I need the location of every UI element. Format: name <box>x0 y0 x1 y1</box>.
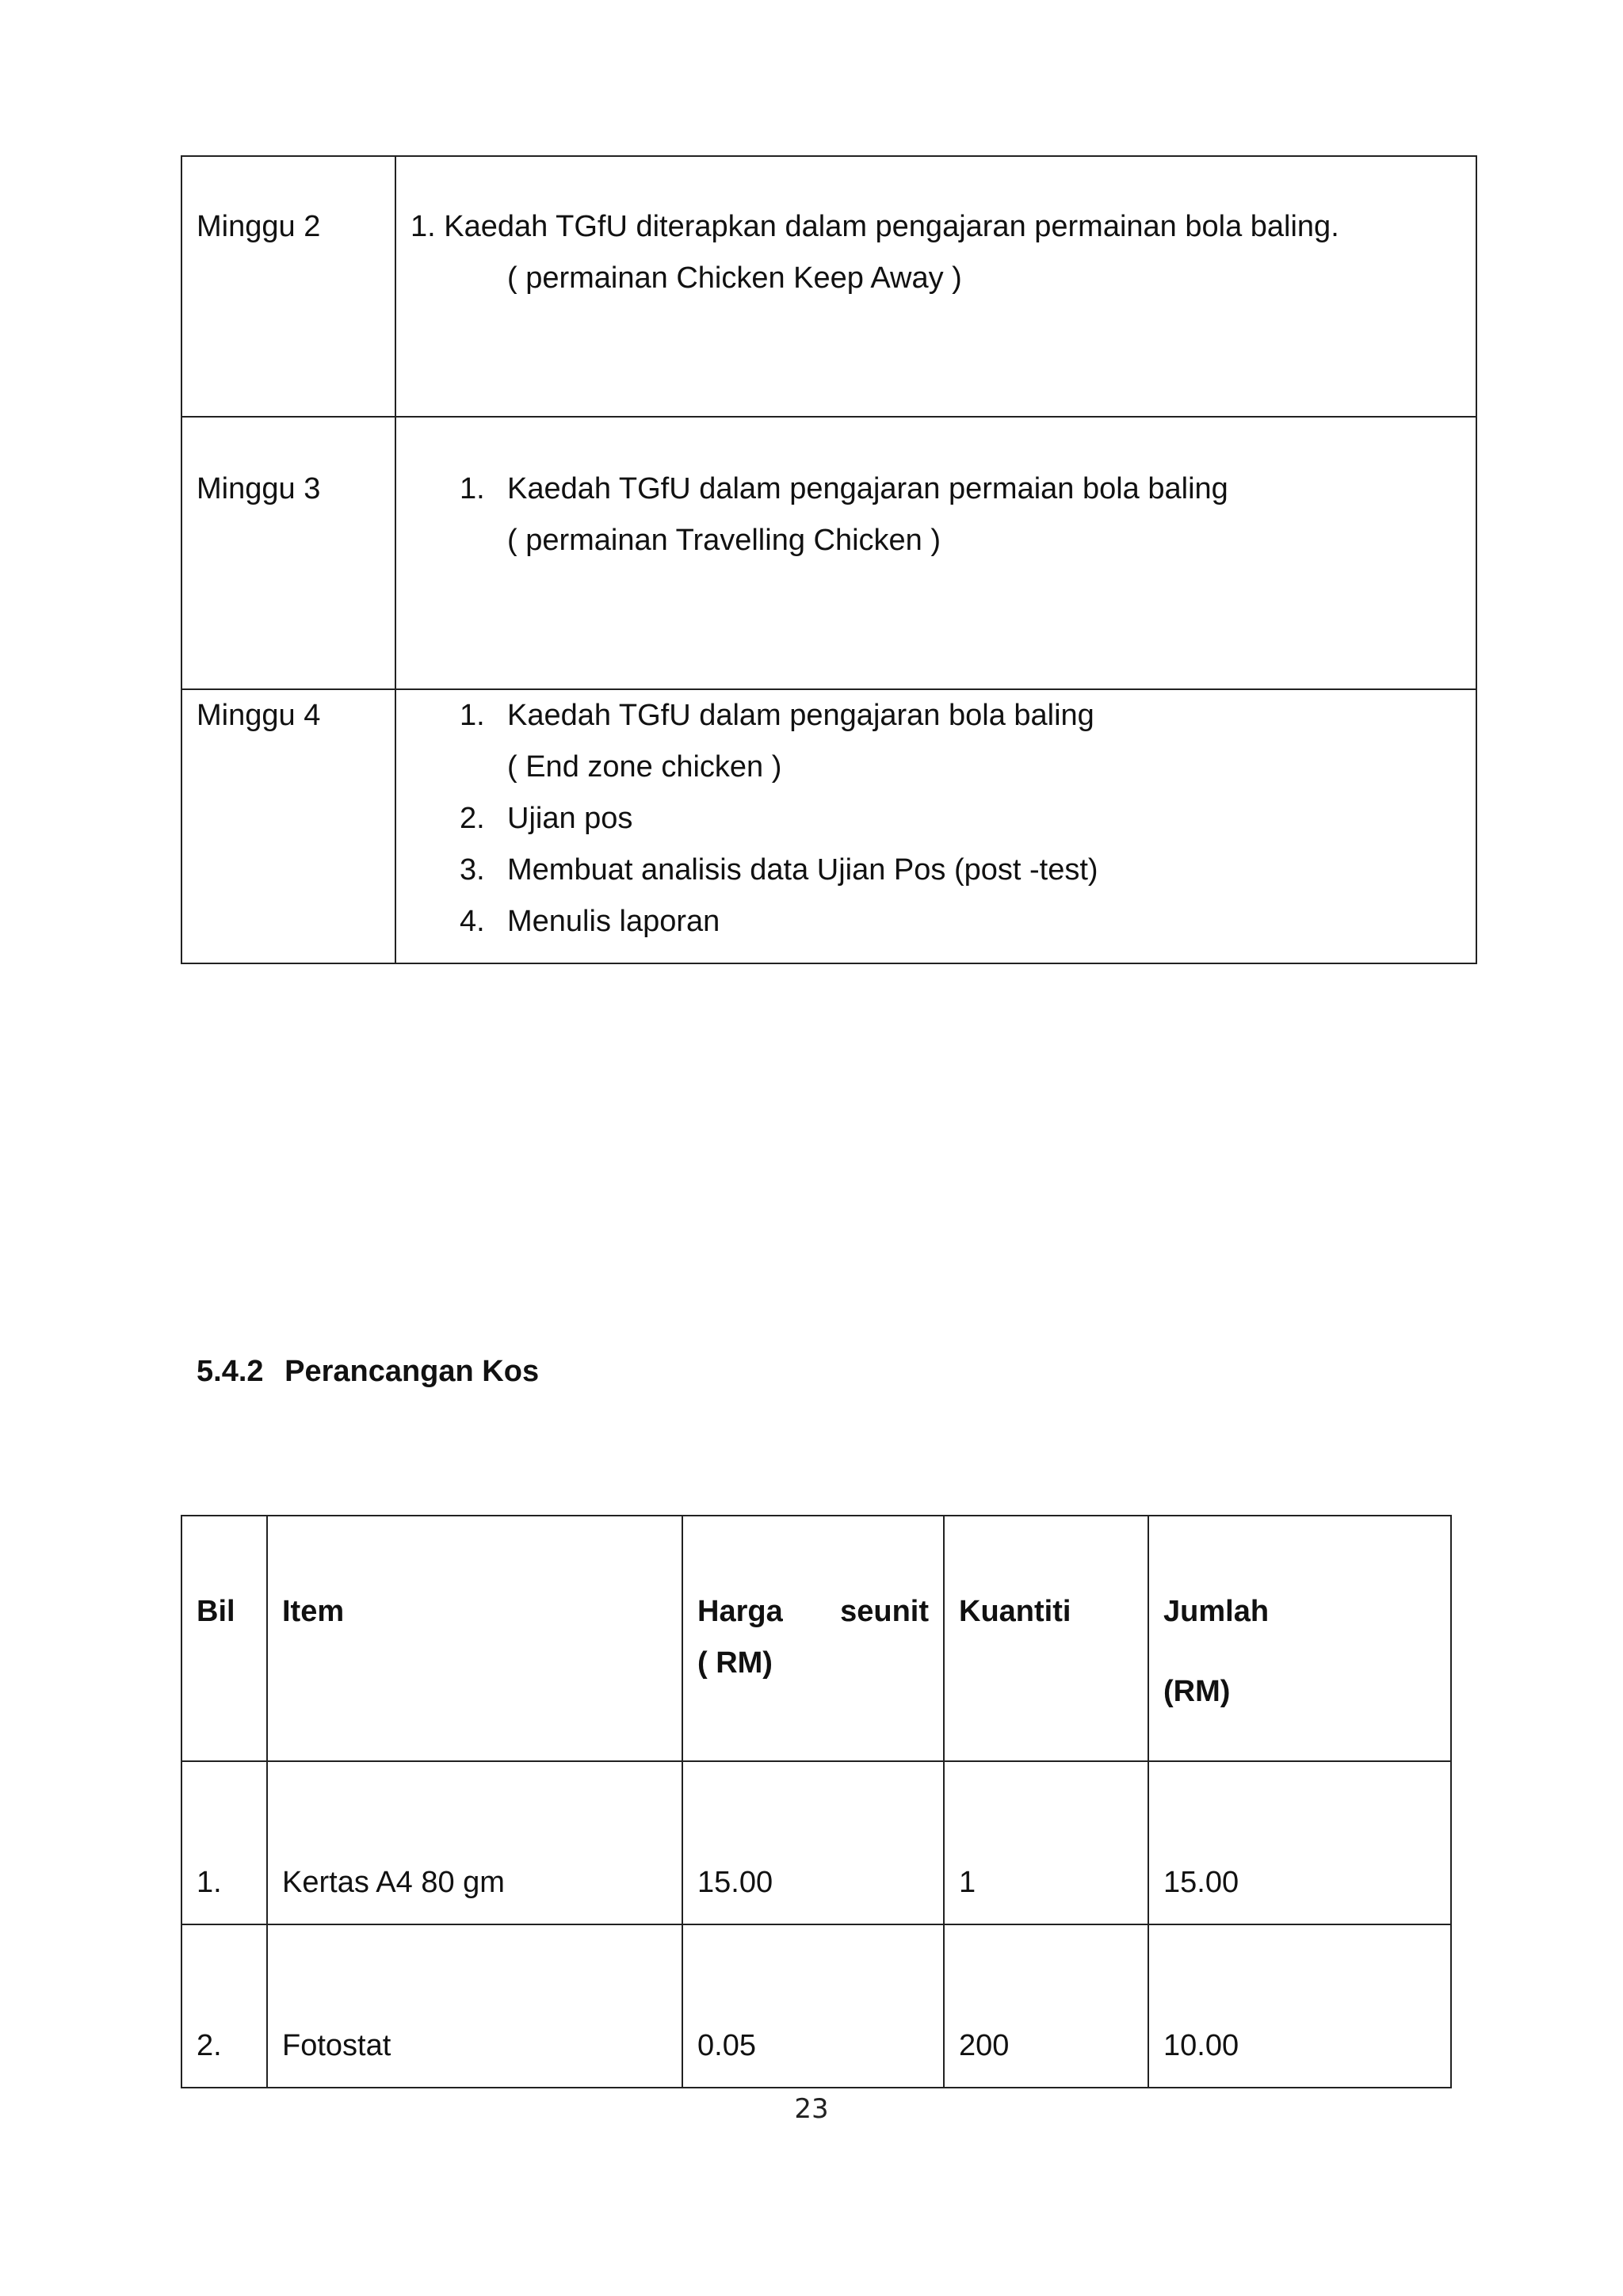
header-kuantiti <box>944 1516 1148 1761</box>
header-jumlah <box>1148 1516 1451 1761</box>
cost-table-row <box>181 1924 1451 2088</box>
cell-bil <box>181 1924 267 2088</box>
section-title: Perancangan Kos <box>285 1355 540 1388</box>
header-harga-unit: ( RM) <box>697 1646 773 1680</box>
cell-jumlah <box>1148 1761 1451 1924</box>
section-heading <box>197 1352 539 1391</box>
item-text: Membuat analisis data Ujian Pos (post -test) <box>507 853 1098 887</box>
item-number: 1. <box>460 699 485 732</box>
item-text: Menulis laporan <box>507 905 720 938</box>
item-text: Kaedah TGfU dalam pengajaran permaian bola baling <box>507 472 1228 505</box>
item-text: Ujian pos <box>507 802 633 835</box>
activity-cell <box>395 689 1476 963</box>
activity-item <box>396 690 1476 793</box>
cell-harga <box>682 1924 944 2088</box>
week-cell <box>181 689 395 963</box>
header-bil-label: Bil <box>197 1595 235 1628</box>
activity-item <box>396 845 1476 896</box>
cost-table <box>181 1515 1452 2088</box>
cell-kuantiti-value: 1 <box>959 1866 976 1899</box>
week-cell <box>181 417 395 689</box>
activity-subline: ( permainan Chicken Keep Away ) <box>507 261 962 295</box>
cell-item <box>267 1924 682 2088</box>
activity-item <box>396 896 1476 948</box>
cell-harga <box>682 1761 944 1924</box>
cell-item-value: Kertas A4 80 gm <box>282 1866 505 1899</box>
cell-bil-value: 2. <box>197 2029 222 2062</box>
schedule-row <box>181 689 1476 963</box>
week-label: Minggu 2 <box>197 210 321 243</box>
cell-kuantiti-value: 200 <box>959 2029 1010 2062</box>
item-number: 4. <box>460 905 485 938</box>
cell-bil-value: 1. <box>197 1866 222 1899</box>
cell-bil <box>181 1761 267 1924</box>
week-cell <box>181 156 395 417</box>
header-harga-word1: Harga <box>697 1595 783 1628</box>
section-number: 5.4.2 <box>197 1355 264 1388</box>
week-label: Minggu 4 <box>197 699 321 732</box>
cell-harga-value: 0.05 <box>697 2029 756 2062</box>
header-jumlah-unit: (RM) <box>1163 1675 1231 1708</box>
schedule-row <box>181 417 1476 689</box>
activity-cell <box>395 156 1476 417</box>
week-label: Minggu 3 <box>197 472 321 505</box>
schedule-row <box>181 156 1476 417</box>
header-bil <box>181 1516 267 1761</box>
header-harga-label <box>697 1586 929 1638</box>
cost-table-row <box>181 1761 1451 1924</box>
cell-item-value: Fotostat <box>282 2029 391 2062</box>
header-kuantiti-label: Kuantiti <box>959 1595 1071 1628</box>
header-jumlah-label: Jumlah <box>1163 1595 1270 1628</box>
activity-item <box>396 793 1476 845</box>
activity-item <box>396 463 1476 566</box>
cell-kuantiti <box>944 1924 1148 2088</box>
activity-cell <box>395 417 1476 689</box>
item-number: 3. <box>460 853 485 887</box>
header-harga <box>682 1516 944 1761</box>
cell-item <box>267 1761 682 1924</box>
cell-harga-value: 15.00 <box>697 1866 773 1899</box>
cell-jumlah-value: 10.00 <box>1163 2029 1239 2062</box>
page-number: 23 <box>794 2093 829 2125</box>
item-subtext: ( permainan Travelling Chicken ) <box>507 524 941 557</box>
cell-jumlah-value: 15.00 <box>1163 1866 1239 1899</box>
item-number: 1. <box>460 472 485 505</box>
header-item-label: Item <box>282 1595 345 1628</box>
header-item <box>267 1516 682 1761</box>
activity-list <box>396 463 1476 566</box>
item-subtext: ( End zone chicken ) <box>507 750 782 784</box>
cell-kuantiti <box>944 1761 1148 1924</box>
item-number: 2. <box>460 802 485 835</box>
schedule-table <box>181 155 1477 964</box>
cell-jumlah <box>1148 1924 1451 2088</box>
item-text: Kaedah TGfU dalam pengajaran bola baling <box>507 699 1094 732</box>
activity-line: 1. Kaedah TGfU diterapkan dalam pengajaran permainan bola baling. <box>411 210 1339 243</box>
cost-table-header-row <box>181 1516 1451 1761</box>
header-harga-word2: seunit <box>840 1595 929 1628</box>
activity-list <box>396 690 1476 948</box>
